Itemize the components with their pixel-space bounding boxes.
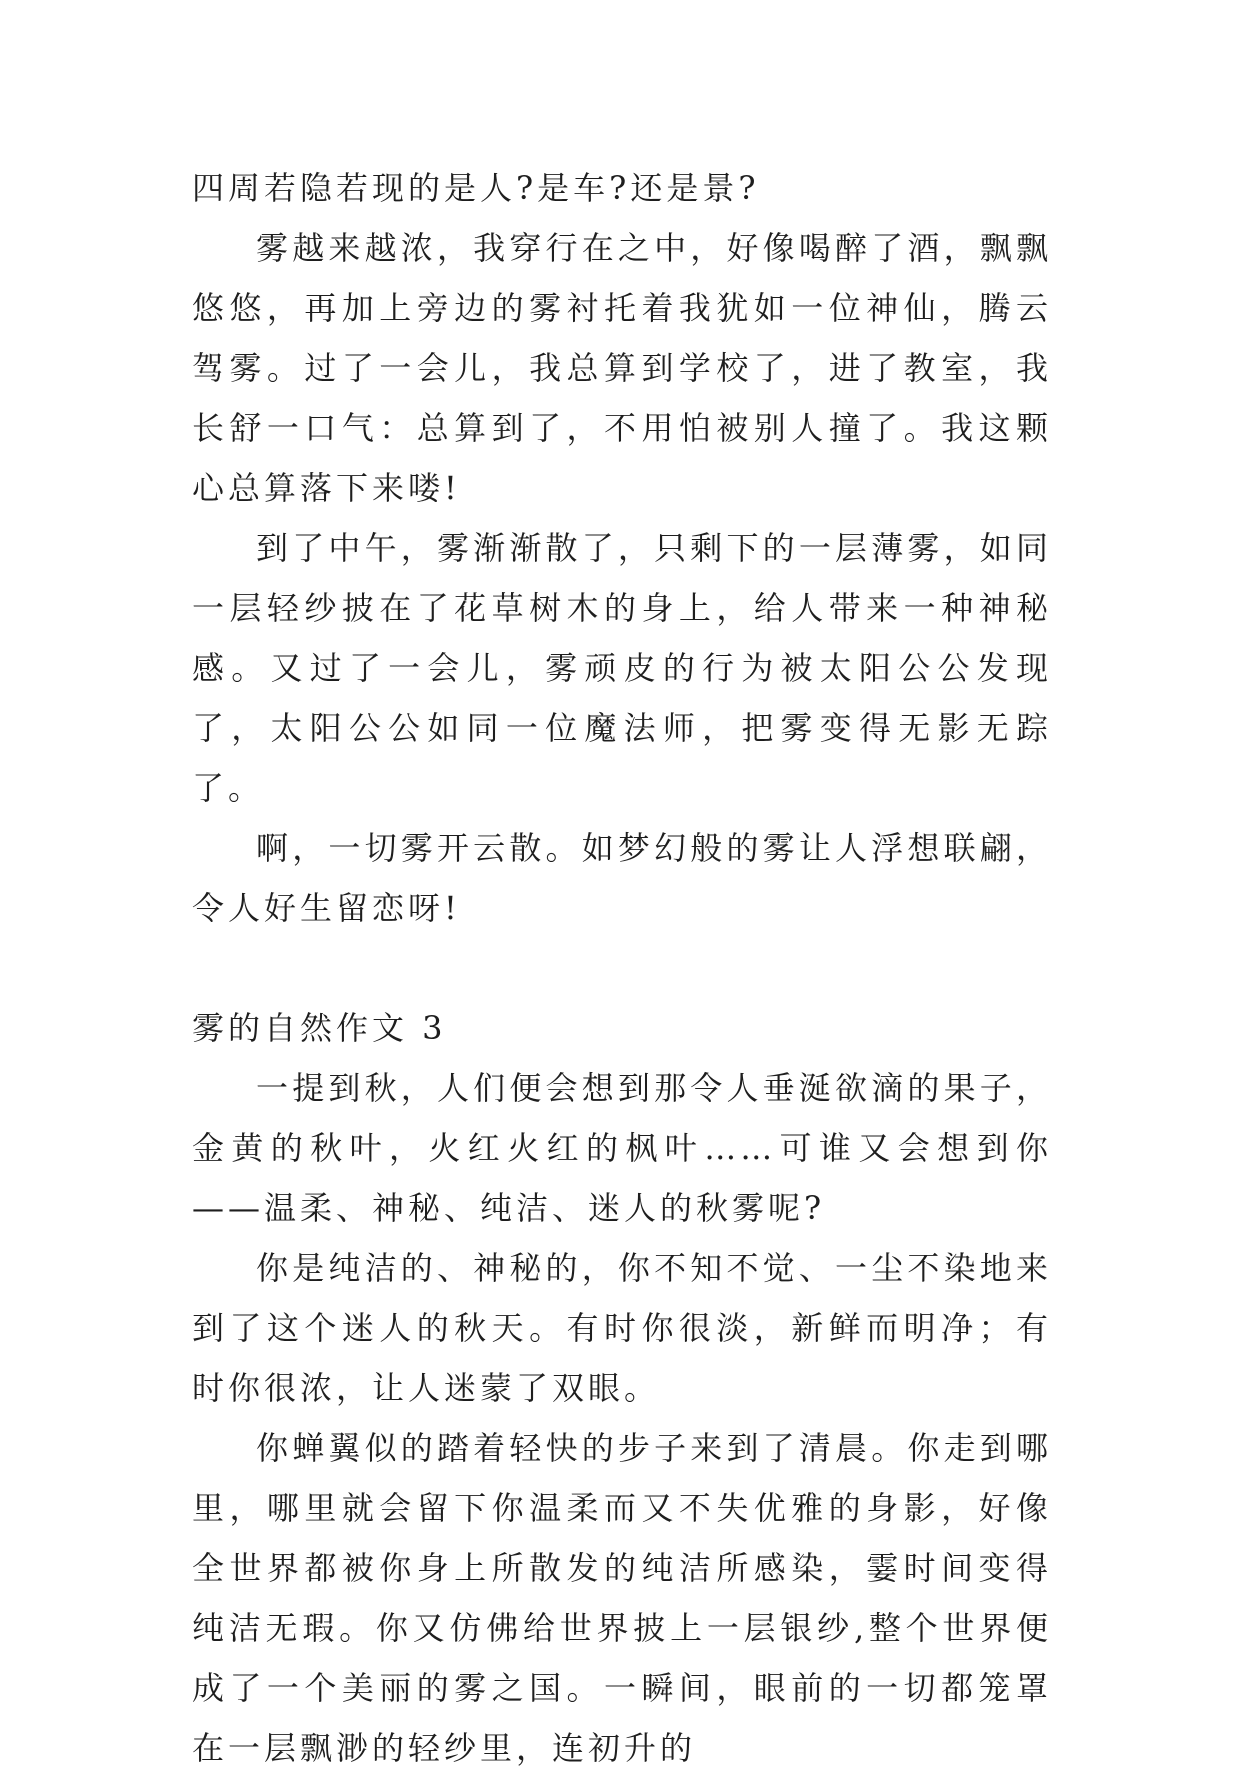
paragraph: 你是纯洁的、神秘的，你不知不觉、一尘不染地来到了这个迷人的秋天。有时你很淡，新鲜而明净；有时你很浓，让人迷蒙了双眼。	[192, 1249, 1052, 1407]
paragraph: 你蝉翼似的踏着轻快的步子来到了清晨。你走到哪里，哪里就会留下你温柔而又不失优雅的身影，好像全世界都被你身上所散发的纯洁所感染，霎时间变得纯洁无瑕。你又仿佛给世界披上一层银纱,整个世界便成了一个美丽的雾之国。一瞬间，眼前的一切都笼罩在一层飘渺的轻纱里，连初升的	[192, 1429, 1052, 1767]
paragraph-fragment: 四周若隐若现的是人?是车?还是景?	[192, 169, 760, 207]
document-body	[192, 158, 1052, 1778]
paragraph: 啊，一切雾开云散。如梦幻般的雾让人浮想联翩，令人好生留恋呀!	[192, 829, 1052, 927]
paragraph: 一提到秋，人们便会想到那令人垂涎欲滴的果子，金黄的秋叶，火红火红的枫叶……可谁又会想到你——温柔、神秘、纯洁、迷人的秋雾呢?	[192, 1069, 1052, 1227]
paragraph: 雾越来越浓，我穿行在之中，好像喝醉了酒，飘飘悠悠，再加上旁边的雾衬托着我犹如一位神仙，腾云驾雾。过了一会儿，我总算到学校了，进了教室，我长舒一口气：总算到了，不用怕被别人撞了。我这颗心总算落下来喽!	[192, 229, 1052, 507]
section-gap	[192, 938, 1052, 998]
section-title: 雾的自然作文 3	[192, 1009, 447, 1047]
paragraph: 到了中午，雾渐渐散了，只剩下的一层薄雾，如同一层轻纱披在了花草树木的身上，给人带来一种神秘感。又过了一会儿，雾顽皮的行为被太阳公公发现了，太阳公公如同一位魔法师，把雾变得无影无踪了。	[192, 529, 1052, 807]
